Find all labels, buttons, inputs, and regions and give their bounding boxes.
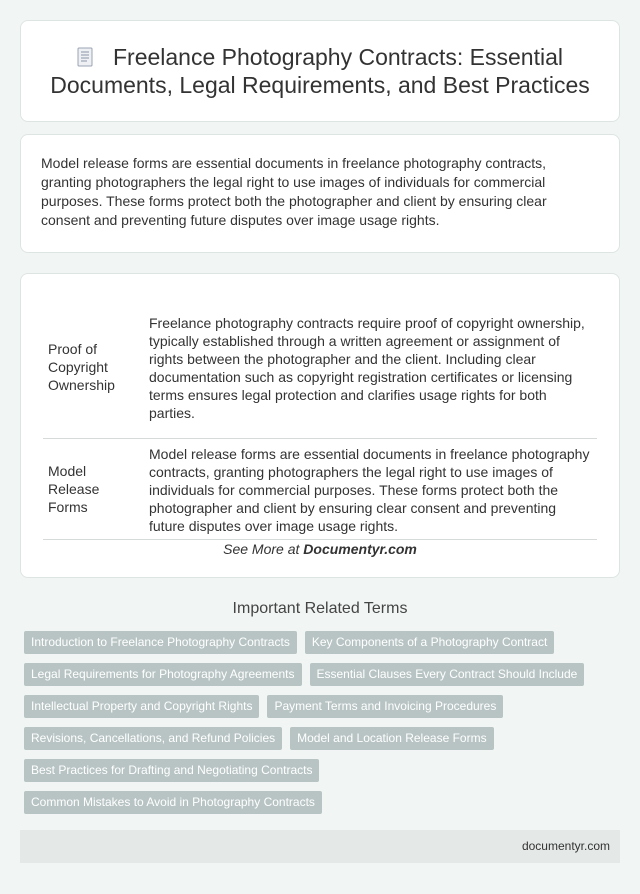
table-row	[43, 438, 597, 539]
related-tag[interactable]: Model and Location Release Forms	[290, 727, 493, 750]
table-row	[43, 296, 597, 438]
term-cell: Model Release Forms	[43, 438, 143, 539]
terms-table	[43, 296, 597, 540]
page-title-text: Freelance Photography Contracts: Essential Documents, Legal Requirements, and Best Practices	[50, 44, 590, 98]
related-tag[interactable]: Introduction to Freelance Photography Contracts	[24, 631, 297, 654]
related-tags	[24, 631, 624, 823]
see-more-site: Documentyr.com	[303, 541, 417, 557]
related-tag[interactable]: Revisions, Cancellations, and Refund Policies	[24, 727, 282, 750]
document-icon	[77, 45, 93, 65]
description-cell: Freelance photography contracts require proof of copyright ownership, typically established through a written agreement or assignment of rights between the photographer and the client. Including clear documentation such as copyright registration certificates or licensing terms ensures legal protection and clarifies usage rights for both parties.	[143, 296, 597, 438]
description-cell: Model release forms are essential documents in freelance photography contracts, granting photographers the legal right to use images of individuals for commercial purposes. These forms protect both the photographer and client by ensuring clear consent and preventing future disputes over image usage rights.	[143, 438, 597, 539]
related-tag[interactable]: Intellectual Property and Copyright Rights	[24, 695, 259, 718]
footer	[20, 830, 620, 863]
related-tag[interactable]: Key Components of a Photography Contract	[305, 631, 554, 654]
summary-card	[20, 134, 620, 253]
related-terms-title: Important Related Terms	[232, 600, 408, 617]
related-tag[interactable]: Legal Requirements for Photography Agreements	[24, 663, 302, 686]
see-more-prefix: See More at	[223, 541, 304, 557]
title-card	[20, 20, 620, 122]
see-more-link[interactable]	[21, 541, 619, 557]
footer-site-link[interactable]: documentyr.com	[521, 839, 610, 853]
related-tag[interactable]: Payment Terms and Invoicing Procedures	[267, 695, 503, 718]
related-tag[interactable]: Essential Clauses Every Contract Should Include	[310, 663, 585, 686]
term-cell: Proof of Copyright Ownership	[43, 296, 143, 438]
page-title	[37, 43, 603, 99]
related-tag[interactable]: Common Mistakes to Avoid in Photography Contracts	[24, 791, 322, 814]
table-card	[20, 273, 620, 578]
related-tag[interactable]: Best Practices for Drafting and Negotiating Contracts	[24, 759, 319, 782]
summary-text: Model release forms are essential documents in freelance photography contracts, granting photographers the legal right to use images of individuals for commercial purposes. These forms protect both the photographer and client by ensuring clear consent and preventing future disputes over image usage rights.	[41, 155, 547, 228]
